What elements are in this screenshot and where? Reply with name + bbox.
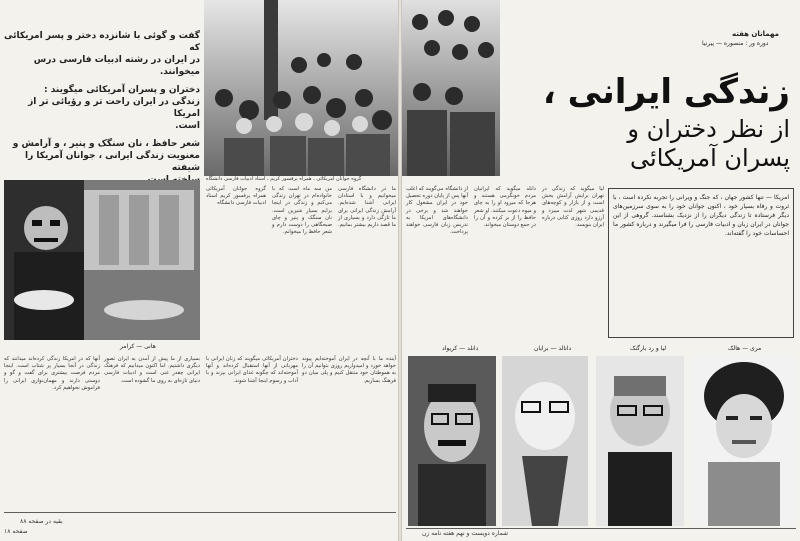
portrait-caption-3: لیا و رد بارگنک	[630, 345, 667, 352]
intro-line: گفت و گوئی با شانزده دختر و پسر امریکائی که	[3, 31, 200, 53]
text-column-9: دانلد میگوید که ایرانیان مردم خونگرمی هستند و هرجا که میرود او را به چای و میوه دعوت میکنند. او شعر حافظ را از بر کرده و آن را در جمع دوستان میخواند.	[474, 186, 536, 229]
text-column-8: از دانشگاه می‌گویند که اغلب آنها پس از پایان دوره تحصیل خود در ایران مشغول کار خواهند شد و برخی در دانشگاه‌های امریکا به تدریس زبان فارسی خواهند پرداخت.	[406, 186, 468, 236]
left-page	[0, 0, 398, 541]
group-caption: گروه جوانان آمریکائی ، همراه پرفسور کریم ، استاد ادبیات فارسی دانشگاه	[206, 176, 362, 182]
right-footer: شماره دویست و نهم هفته نامه زن	[422, 530, 509, 537]
text-column-7: آینده ما با آنچه در ایران آموخته‌ایم پیوند خواهد خورد و امیدواریم روزی بتوانیم آن را به هموطنان خود منتقل کنیم و پلی میان دو فرهنگ بسازیم.	[302, 356, 396, 384]
group-photo-left	[204, 0, 398, 176]
text-column-2: من سه ماه است که با خانواده‌ام در تهران زندگی می‌کنم و زندگی در اینجا برایم بسیار شیرین است. نان سنگک و پنیر و چای صبحگاهی را دوست دارم و شعر حافظ را میخوانم.	[272, 186, 332, 236]
text-column-5: بسیاری از ما پیش از آمدن به ایران تصور دیگری داشتیم. اما اکنون میدانیم که فرهنگ ایرانی چقدر غنی است و ادبیات فارسی دنیای تازه‌ای به روی ما گشوده است.	[104, 356, 200, 384]
header-sub: دوره ور : منصوره — پیرنیا	[702, 40, 769, 47]
portrait-3-image	[596, 356, 684, 526]
intro-line: در ایران در رشته ادبیات فارسی درس میخوانند.	[33, 55, 200, 77]
portrait-4	[692, 356, 796, 526]
divider-right	[406, 528, 796, 529]
intro-line: شعر حافظ ، نان سنگک و پنیر ، و آرامش و	[12, 139, 200, 149]
group-photo-left-image	[204, 0, 398, 176]
intro-line: زندگی در ایران راحت تر و رؤیائی تر از امریکا	[28, 97, 200, 119]
intro-box-text: امریکا — تنها کشور جهان ، که جنگ و ویرانی را تجربه نکرده است ، با ثروت و رفاه بسیار خود ، اکنون جوانان خود را به سوی سرزمین‌های دیگر فرستاده تا زندگی دیگران را از نزدیک بشناسند. گروهی از این جوانان در ایران زبان و ادبیات فارسی را فرا میگیرند و درباره کشور ما احساسات خود را گفته‌اند.	[613, 194, 789, 237]
portrait-2-image	[502, 356, 588, 526]
portrait-caption-2: دانالد — برایان	[534, 345, 572, 352]
intro-line: معنویت زندگی ایرانی ، جوانان آمریکا را شیفته	[25, 151, 200, 173]
left-page-number: صفحه ۱۸	[4, 528, 28, 535]
right-page	[402, 0, 800, 541]
text-column-1: گروه جوانان آمریکائی همراه پرفسور کریم استاد ادبیات فارسی دانشگاه	[206, 186, 266, 207]
portrait-1-image	[408, 356, 496, 526]
intro-line: دختران و پسران آمریکائی میگویند :	[43, 85, 200, 95]
portrait-2	[502, 356, 588, 526]
text-column-3: ما در دانشگاه فارسی میخوانیم و با استادان ایرانی آشنا شده‌ایم. آرامش زندگی ایرانی برای ما تازگی دارد و بسیاری از ما قصد داریم بیشتر بمانیم.	[337, 186, 396, 229]
portrait-caption-1: دانلد — کریواد	[442, 345, 479, 352]
text-column-6: دختران آمریکائی میگویند که زنان ایرانی با مهربانی از آنها استقبال کرده‌اند و آنها آموخته‌اند که چگونه غذای ایرانی بپزند و با آداب و رسوم اینجا آشنا شوند.	[206, 356, 298, 384]
left-footer: بقیه در صفحه ۸۸	[20, 518, 63, 525]
portrait-1	[408, 356, 496, 526]
intro-box	[608, 188, 794, 338]
portrait-3	[596, 356, 684, 526]
portrait-4-image	[692, 356, 796, 526]
group-photo-right	[402, 0, 500, 176]
man-caption: هانی — کرامر	[120, 343, 156, 350]
portrait-caption-4: مری — هالک	[728, 345, 762, 352]
man-photo-image	[4, 180, 200, 340]
text-column-4: آنها که در امریکا زندگی کرده‌اند میدانند که زندگی در آنجا بسیار پر شتاب است. اینجا مردم فرصت بیشتری برای گفت و گو و دوستی دارند و مهمان‌نوازی ایرانی را فراموش نخواهیم کرد.	[4, 356, 100, 391]
title-line-1: زندگی ایرانی ،	[542, 72, 790, 112]
title-line-3: پسران آمریکائی	[630, 144, 790, 172]
text-column-10: لیا میگوید که زندگی در تهران برایش آرامش بخش است و از بازار و کوچه‌های قدیمی شهر لذت میبرد و آرزو دارد روزی کتابی درباره ایران بنویسد.	[542, 186, 604, 229]
intro-text	[4, 30, 200, 186]
intro-line: است.	[175, 121, 200, 131]
divider	[4, 512, 396, 513]
man-photo	[4, 180, 200, 340]
title-line-2: از نظر دختران و	[627, 115, 790, 143]
header-label: مهمانان هفته	[732, 30, 779, 38]
group-photo-right-image	[402, 0, 500, 176]
